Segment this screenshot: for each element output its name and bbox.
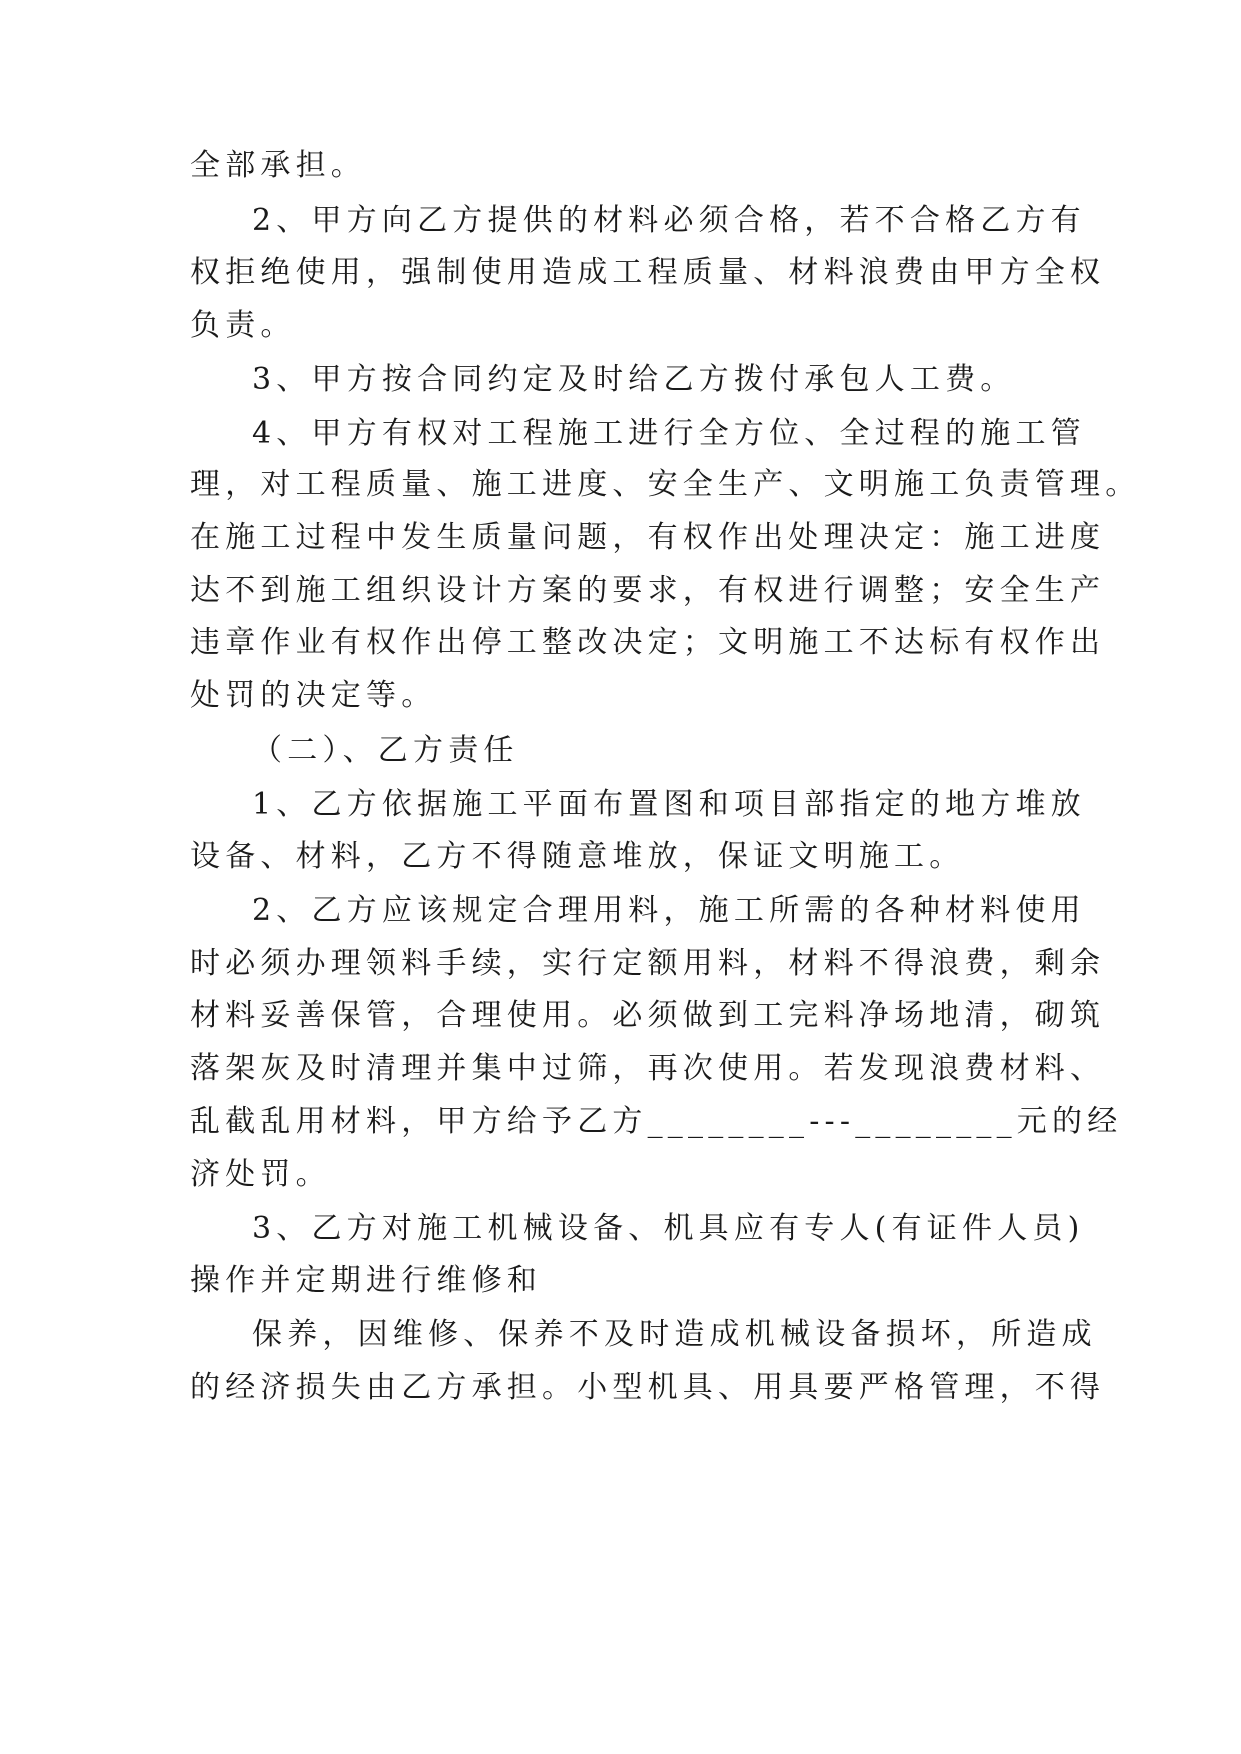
paragraph-line: 1、乙方依据施工平面布置图和项目部指定的地方堆放 — [252, 787, 1086, 822]
paragraph-line: 设备、材料，乙方不得随意堆放，保证文明施工。 — [190, 839, 965, 874]
paragraph-line: 时必须办理领料手续，实行定额用料，材料不得浪费，剩余 — [190, 946, 1106, 981]
paragraph-line: 3、乙方对施工机械设备、机具应有专人(有证件人员) — [252, 1211, 1085, 1246]
paragraph-line: 济处罚。 — [190, 1157, 331, 1192]
paragraph-line: 4、甲方有权对工程施工进行全方位、全过程的施工管 — [252, 416, 1086, 451]
paragraph-line: 权拒绝使用，强制使用造成工程质量、材料浪费由甲方全权 — [190, 255, 1106, 290]
paragraph-line: 的经济损失由乙方承担。小型机具、用具要严格管理，不得 — [190, 1370, 1106, 1405]
paragraph-line: 理，对工程质量、施工进度、安全生产、文明施工负责管理。 — [190, 467, 1141, 502]
paragraph-line: 3、甲方按合同约定及时给乙方拨付承包人工费。 — [252, 362, 1016, 397]
paragraph-line: 负责。 — [190, 308, 296, 343]
paragraph-line: 2、甲方向乙方提供的材料必须合格，若不合格乙方有 — [252, 203, 1086, 238]
paragraph-line: 乱截乱用材料，甲方给予乙方________---________元的经 — [190, 1104, 1123, 1139]
section-heading: （二）、乙方责任 — [252, 733, 519, 768]
paragraph-line: 在施工过程中发生质量问题，有权作出处理决定：施工进度 — [190, 520, 1106, 555]
paragraph-line: 材料妥善保管，合理使用。必须做到工完料净场地清，砌筑 — [190, 998, 1106, 1033]
paragraph-line: 处罚的决定等。 — [190, 678, 437, 713]
paragraph-line: 达不到施工组织设计方案的要求，有权进行调整；安全生产 — [190, 573, 1106, 608]
paragraph-line: 违章作业有权作出停工整改决定；文明施工不达标有权作出 — [190, 625, 1106, 660]
paragraph-line: 落架灰及时清理并集中过筛，再次使用。若发现浪费材料、 — [190, 1051, 1106, 1086]
paragraph-line: 保养，因维修、保养不及时造成机械设备损坏，所造成 — [252, 1317, 1097, 1352]
paragraph-line: 2、乙方应该规定合理用料，施工所需的各种材料使用 — [252, 893, 1086, 928]
paragraph-line: 操作并定期进行维修和 — [190, 1263, 542, 1298]
paragraph-line: 全部承担。 — [190, 148, 366, 183]
